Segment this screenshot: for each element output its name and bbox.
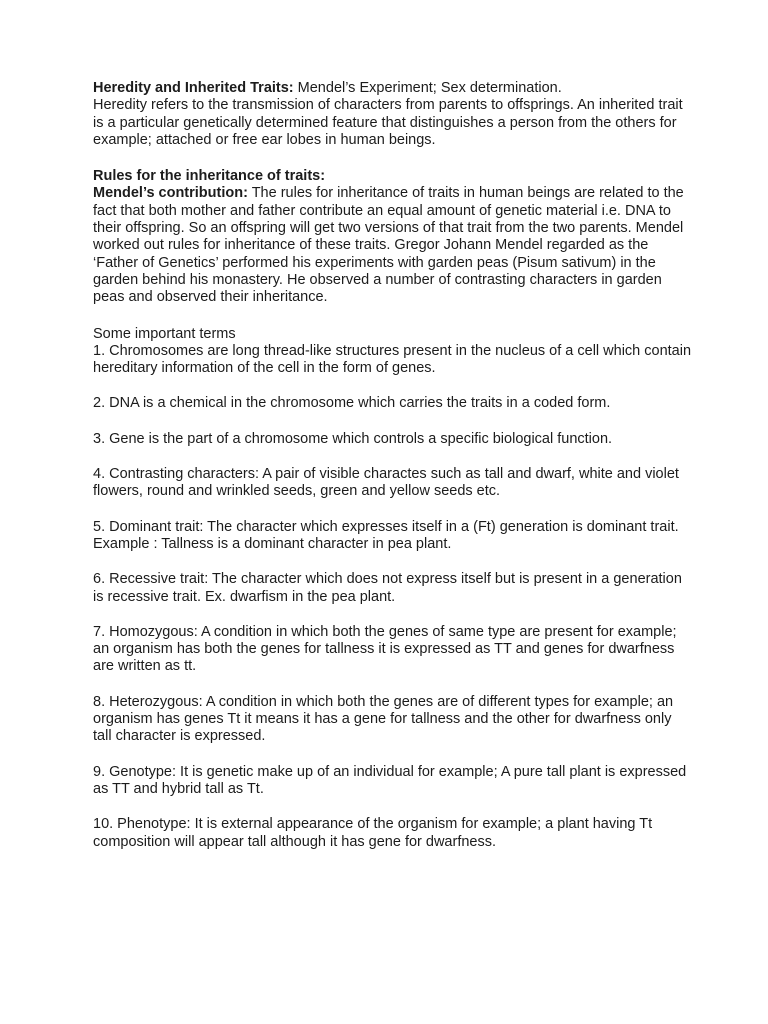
intro-heading — [93, 80, 693, 97]
intro-body: Heredity refers to the transmission of characters from parents to offsprings. An inherited trait is a particular genetically determined feature that distinguishes a person from the others for example; attached or free ear lobes in human beings. — [93, 97, 683, 148]
term-item-4: 4. Contrasting characters: A pair of visible charactes such as tall and dwarf, white and violet flowers, round and wrinkled seeds, green and yellow seeds etc. — [93, 466, 679, 500]
document-page — [93, 80, 693, 869]
term-item-1: 1. Chromosomes are long thread-like structures present in the nucleus of a cell which contain hereditary information of the cell in the form of genes. — [93, 342, 692, 377]
term-item-8: 8. Heterozygous: A condition in which both the genes are of different types for example; an organism has genes Tt it means it has a gene for tallness and the other for dwarfness only tall character is expressed. — [93, 693, 674, 745]
terms-title: Some important terms — [93, 325, 236, 342]
term-item-6: 6. Recessive trait: The character which does not express itself but is present in a generation is recessive trait. Ex. dwarfism in the pea plant. — [93, 571, 682, 605]
term-item-5: 5. Dominant trait: The character which expresses itself in a (Ft) generation is dominant trait. Example : Tallness is a dominant character in pea plant. — [93, 518, 679, 552]
intro-heading-rest: Mendel’s Experiment; Sex determination. — [293, 80, 562, 96]
intro-heading-bold: Heredity and Inherited Traits: — [93, 80, 294, 96]
terms-section — [93, 326, 693, 851]
term-item-10: 10. Phenotype: It is external appearance of the organism for example; a plant having Tt composition will appear tall although it has gene for dwarfness. — [93, 816, 653, 850]
rules-paragraph — [93, 185, 693, 306]
term-item-9: 9. Genotype: It is genetic make up of an individual for example; A pure tall plant is expressed as TT and hybrid tall as Tt. — [93, 763, 687, 797]
term-item-7: 7. Homozygous: A condition in which both the genes of same type are present for example; an organism has both the genes for tallness it is expressed as TT and genes for dwarfness are written as tt. — [93, 623, 677, 675]
rules-heading: Rules for the inheritance of traits: — [93, 168, 326, 185]
rules-section — [93, 168, 693, 306]
term-item-2: 2. DNA is a chemical in the chromosome which carries the traits in a coded form. — [93, 395, 611, 412]
term-item-3: 3. Gene is the part of a chromosome which controls a specific biological function. — [93, 430, 613, 447]
rules-subheading: Mendel’s contribution: — [93, 185, 248, 202]
rules-body: The rules for inheritance of traits in human beings are related to the fact that both mother and father contribute an equal amount of genetic material i.e. DNA to their offspring. So an offspring will get two versions of that trait from the two parents. Mendel worked out rules for inheritance of these traits. Gregor Johann Mendel regarded as the ‘Father of Genetics’ performed his experiments with garden peas (Pisum sativum) in the garden behind his monastery. He observed a number of contrasting characters in garden peas and observed their inheritance. — [93, 185, 684, 306]
intro-section — [93, 80, 693, 149]
